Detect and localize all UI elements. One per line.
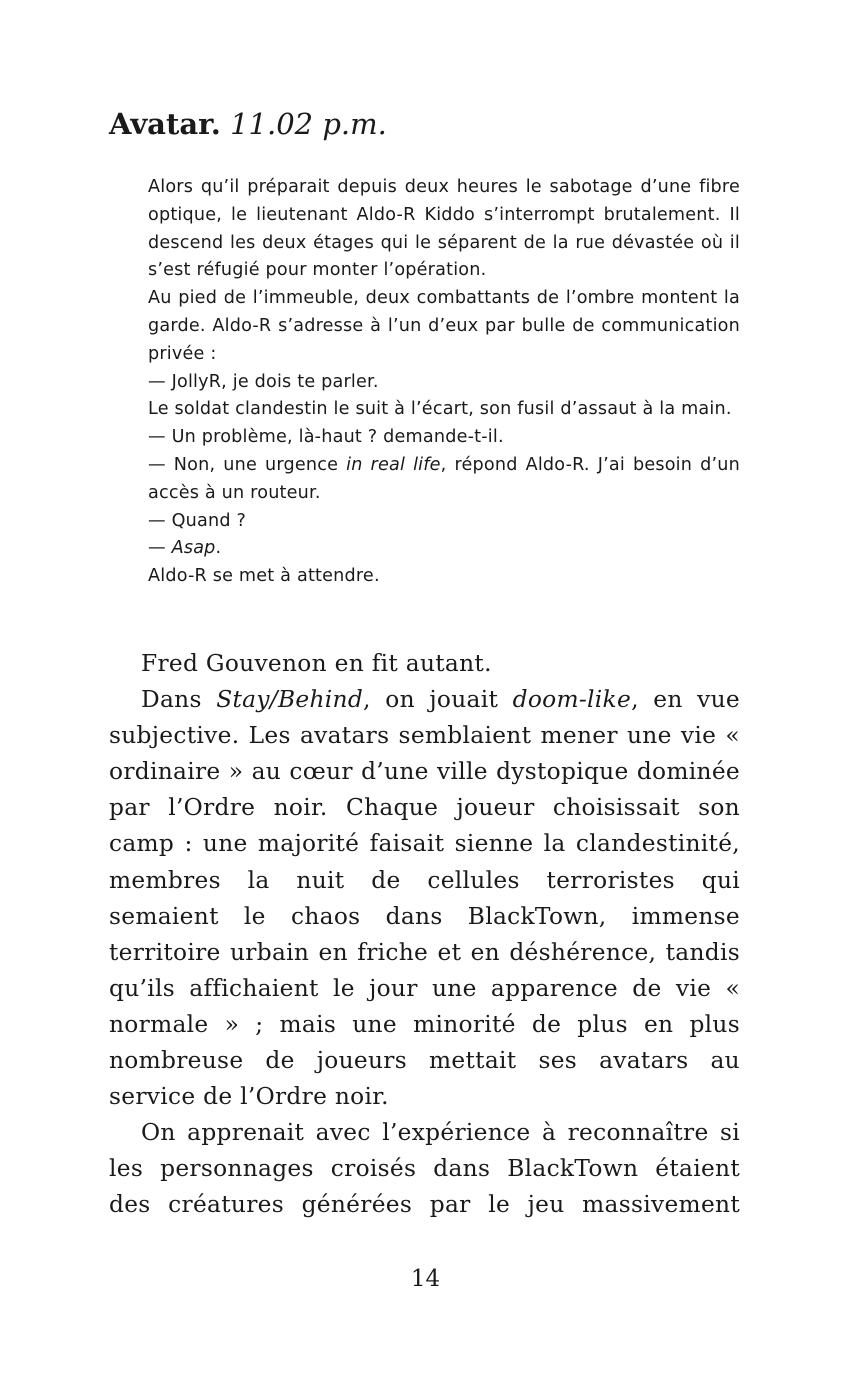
chat-dialogue-line (148, 452, 740, 508)
chat-dialogue-line: — Quand ? (148, 510, 247, 531)
chat-text: . (215, 538, 222, 559)
page-number: 14 (410, 1266, 441, 1292)
chat-paragraph: Aldo-R se met à attendre. (148, 566, 380, 587)
chat-paragraph: Alors qu’il préparait depuis deux heures le sabotage d’une fibre optique, le lieutenant Aldo-R Kiddo s’interrompt brutalement. Il descend les deux étages qui le séparent de la rue dévastée où il s’est réfugié pour monter l’opération. (148, 177, 740, 281)
chat-text: , répond Aldo-R. J’ai besoin d’un accès à un routeur. (148, 454, 740, 503)
chat-dialogue-line: — JollyR, je dois te parler. (148, 371, 379, 392)
prose-text: , en vue subjective. Les avatars semblaient mener une vie « ordinaire » au cœur d’une ville dystopique dominée par l’Ordre noir. Chaque joueur choisissait son camp : une majorité faisait sienne la clandestinité, membres la nuit de cellules terroristes qui semaient le chaos dans BlackTown, immense territoire urbain en friche et en déshérence, tandis qu’ils affichaient le jour une apparence de vie « normale » ; mais une minorité de plus en plus nombreuse de joueurs mettait ses avatars au service de l’Ordre noir. (109, 686, 740, 1111)
section-heading (109, 104, 387, 144)
prose-italic-text: doom-like (512, 686, 632, 714)
heading-title: Avatar. (109, 107, 221, 141)
chat-italic-text: Asap (171, 538, 216, 559)
chat-text: — (148, 538, 172, 559)
chat-paragraph: Le soldat clandestin le suit à l’écart, son fusil d’assaut à la main. (148, 399, 732, 420)
chat-paragraph: Au pied de l’immeuble, deux combattants de l’ombre montent la garde. Aldo-R s’adresse à l’un d’eux par bulle de communication privée : (148, 288, 740, 364)
chat-dialogue-line: — Un problème, là-haut ? demande-t-il. (148, 427, 504, 448)
in-game-chat-block (148, 174, 740, 591)
chat-dialogue-line (148, 535, 740, 563)
chat-italic-text: in real life (346, 454, 441, 475)
prose-text: Dans (141, 686, 217, 714)
prose-text: , on jouait (363, 686, 513, 714)
prose-paragraph: Fred Gouvenon en fit autant. (141, 650, 492, 677)
prose-italic-text: Stay/Behind (216, 686, 364, 714)
prose-body (109, 646, 740, 1224)
chat-text: — Non, une urgence (148, 454, 347, 475)
prose-paragraph: On apprenait avec l’expérience à reconnaître si les personnages croisés dans BlackTown étaient des créatures générées par le jeu massivement (109, 1119, 740, 1219)
prose-paragraph (109, 682, 740, 1115)
heading-time: 11.02 p.m. (230, 107, 387, 141)
